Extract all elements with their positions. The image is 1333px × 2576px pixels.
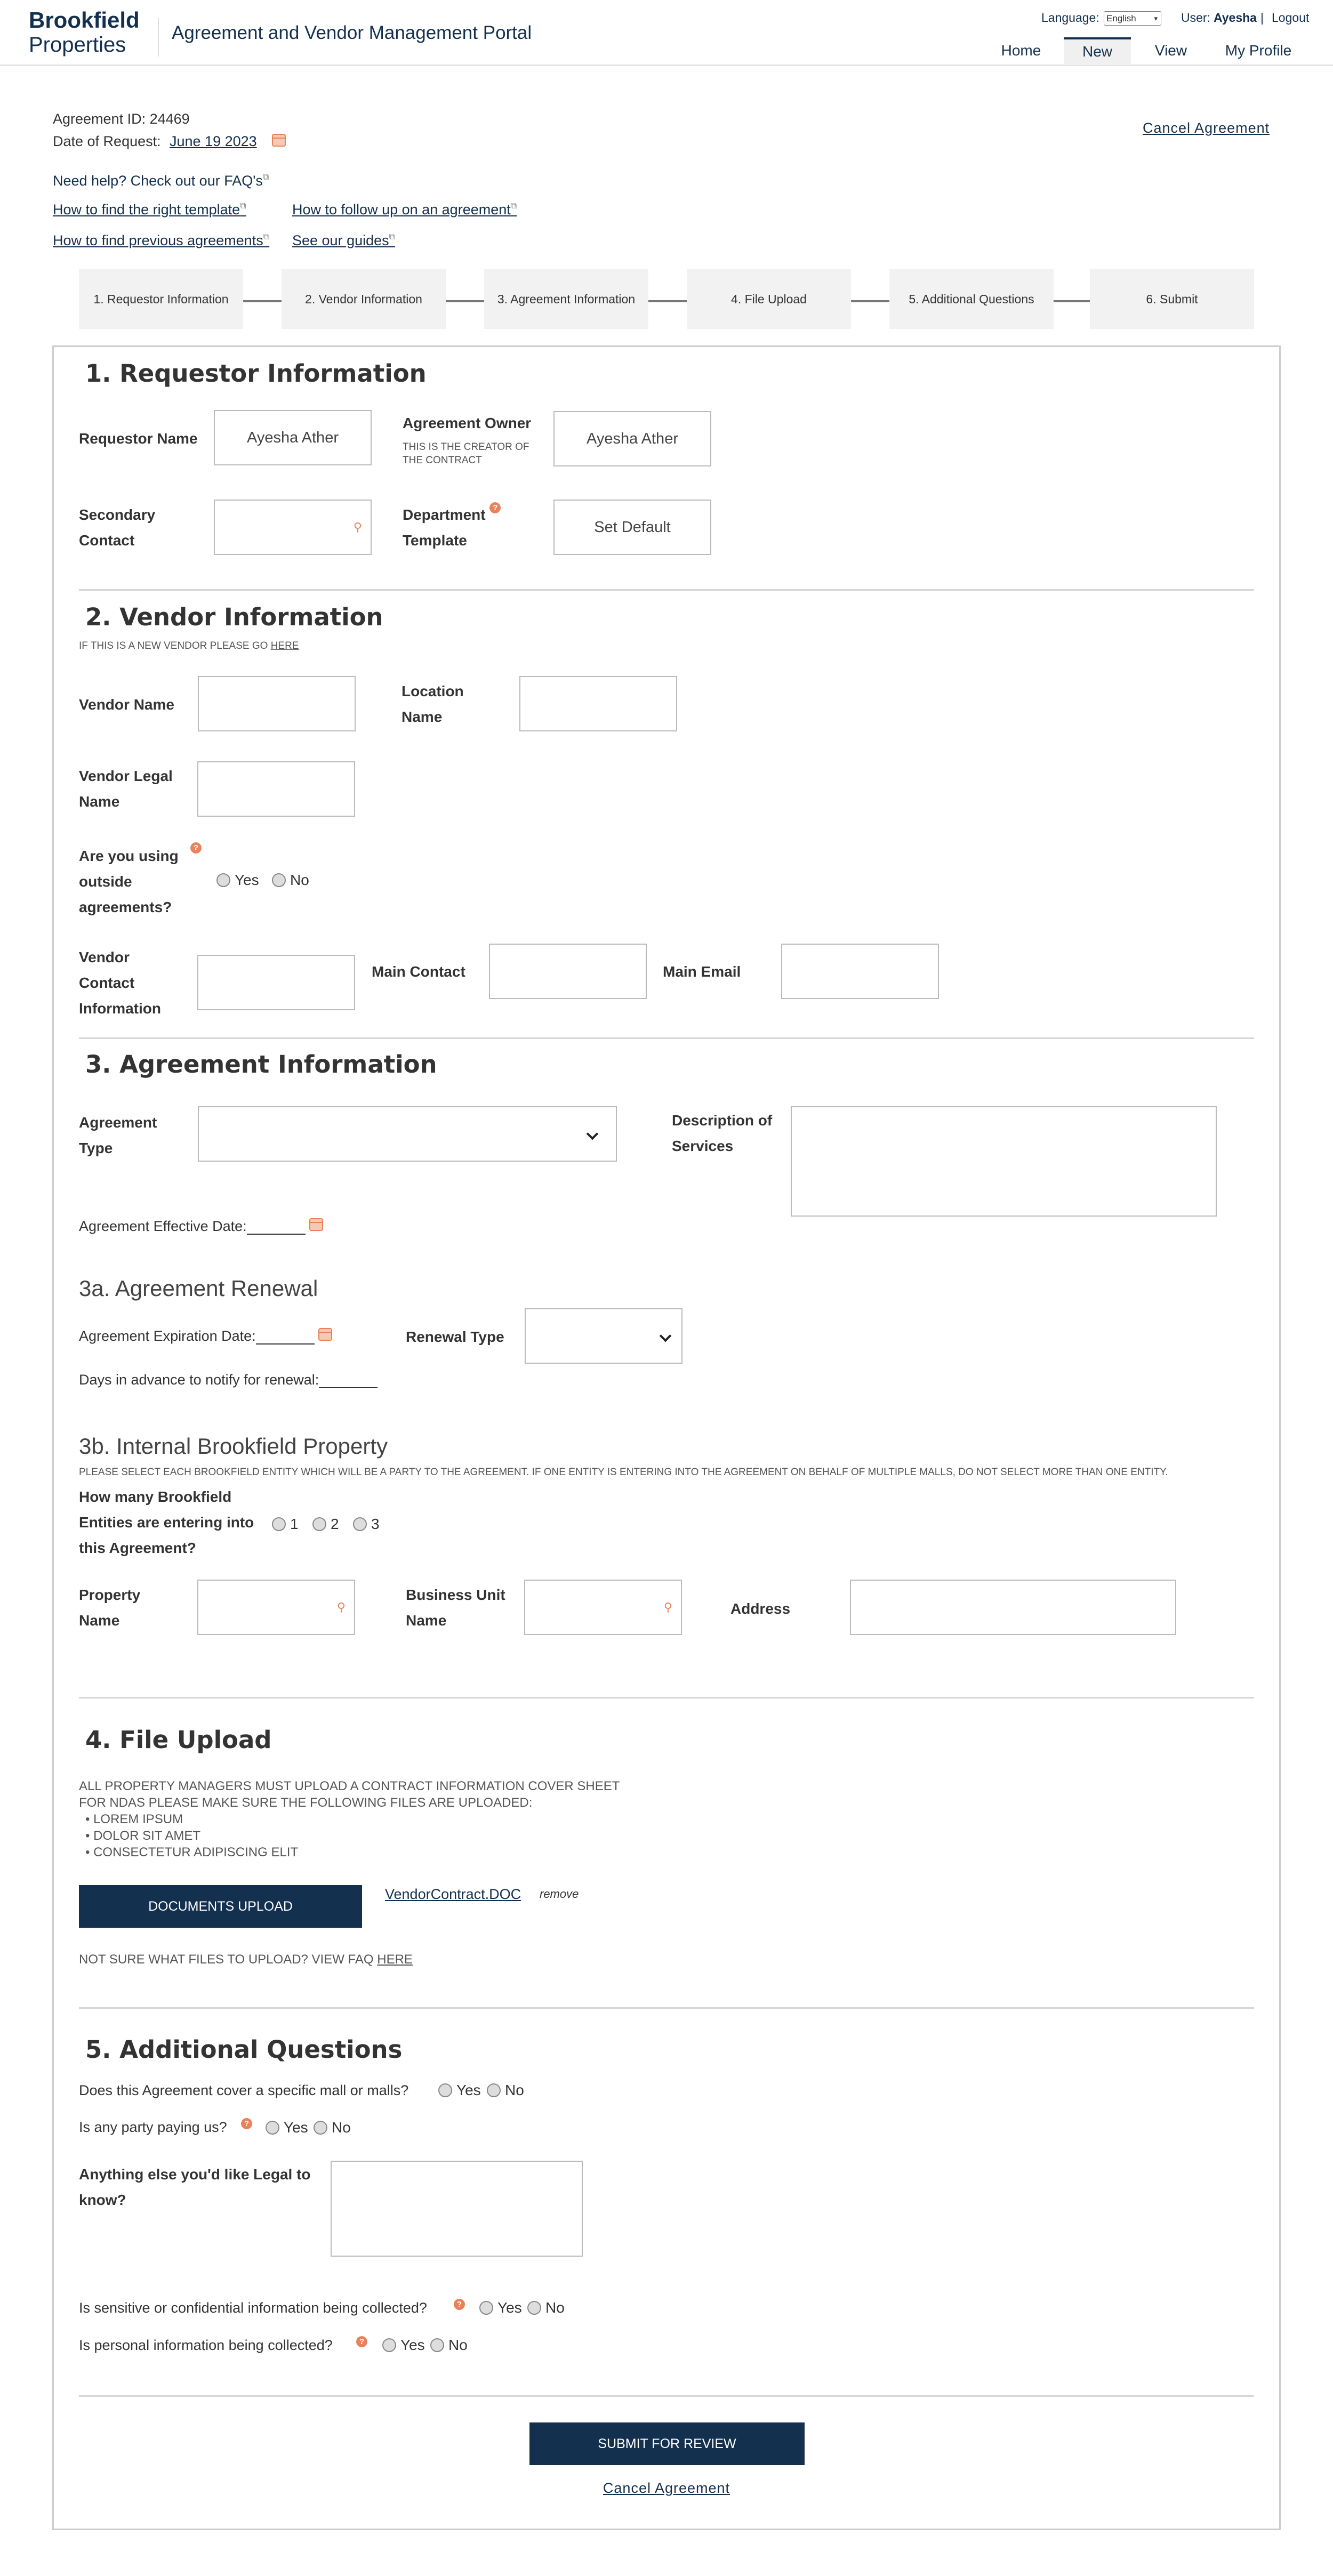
calendar-icon[interactable] bbox=[318, 1328, 332, 1341]
search-icon[interactable]: ⚲ bbox=[663, 1600, 672, 1614]
section-3-title: 3. Agreement Information bbox=[85, 1050, 437, 1078]
radio-label-no: No bbox=[332, 2119, 351, 2136]
language-label: Language: bbox=[1041, 11, 1099, 25]
radio-label-3: 3 bbox=[371, 1516, 380, 1532]
business-unit-label-1: Business Unit bbox=[406, 1587, 505, 1603]
search-icon[interactable]: ⚲ bbox=[336, 1600, 346, 1614]
external-link-icon: ⧉ bbox=[263, 232, 270, 241]
radio-label-1: 1 bbox=[290, 1516, 299, 1532]
radio-label-yes: Yes bbox=[284, 2119, 308, 2136]
expiration-date-label: Agreement Expiration Date: bbox=[79, 1328, 256, 1344]
days-advance-input[interactable] bbox=[319, 1373, 378, 1388]
search-icon[interactable]: ⚲ bbox=[353, 520, 362, 534]
department-label-1 bbox=[403, 502, 501, 528]
user-label: User: bbox=[1181, 11, 1210, 25]
address-input[interactable] bbox=[850, 1580, 1176, 1635]
upload-faq-text: NOT SURE WHAT FILES TO UPLOAD? VIEW FAQ bbox=[79, 1952, 374, 1967]
effective-date-input[interactable] bbox=[247, 1220, 306, 1235]
radio-yes[interactable] bbox=[438, 2083, 452, 2097]
radio-2[interactable] bbox=[312, 1517, 326, 1531]
logo-brookfield[interactable]: Brookfield bbox=[29, 7, 140, 33]
paying-no-option[interactable] bbox=[314, 2119, 351, 2136]
renewal-type-select[interactable] bbox=[525, 1308, 682, 1364]
cancel-agreement-bottom bbox=[0, 2480, 1333, 2497]
radio-label-no: No bbox=[545, 2299, 565, 2316]
template-help-text: How to find the right template bbox=[53, 202, 240, 218]
upload-faq-here-link[interactable]: HERE bbox=[377, 1952, 413, 1967]
description-label-2: Services bbox=[672, 1138, 734, 1154]
vendor-legal-name-input[interactable] bbox=[197, 761, 355, 817]
step-4[interactable]: 4. File Upload bbox=[687, 269, 851, 329]
outside-agreements-label-2: outside bbox=[79, 873, 132, 890]
radio-label-no: No bbox=[505, 2082, 524, 2098]
section-5-title: 5. Additional Questions bbox=[85, 2035, 403, 2064]
previous-help-link[interactable] bbox=[53, 232, 269, 249]
step-1[interactable]: 1. Requestor Information bbox=[79, 269, 243, 329]
legal-notes-label-1: Anything else you'd like Legal to bbox=[79, 2166, 311, 2183]
external-link-icon: ⧉ bbox=[240, 202, 246, 211]
previous-help-text: How to find previous agreements bbox=[53, 232, 263, 248]
help-icon[interactable]: ? bbox=[356, 2336, 367, 2347]
section-1-title: 1. Requestor Information bbox=[85, 359, 427, 388]
new-vendor-here-link[interactable]: HERE bbox=[270, 640, 299, 651]
vendor-contact-label-3: Information bbox=[79, 1000, 161, 1017]
documents-upload-button[interactable]: DOCUMENTS UPLOAD bbox=[79, 1885, 362, 1928]
help-icon[interactable]: ? bbox=[454, 2299, 465, 2310]
guides-help-link[interactable] bbox=[292, 232, 395, 249]
section-2-title: 2. Vendor Information bbox=[85, 603, 383, 631]
effective-date-field[interactable] bbox=[79, 1218, 323, 1235]
owner-note-line2: THE CONTRACT bbox=[403, 455, 482, 466]
vendor-legal-label-1: Vendor Legal bbox=[79, 768, 173, 784]
section-divider bbox=[79, 2007, 1254, 2009]
step-connector bbox=[446, 300, 484, 302]
radio-3[interactable] bbox=[353, 1517, 367, 1531]
upload-bullet-3: • CONSECTETUR ADIPISCING ELIT bbox=[85, 1845, 299, 1859]
remove-file-link[interactable]: remove bbox=[540, 1887, 579, 1901]
vendor-name-label: Vendor Name bbox=[79, 696, 174, 713]
follow-up-help-text: How to follow up on an agreement bbox=[292, 202, 511, 218]
mall-yes-option[interactable] bbox=[438, 2082, 481, 2099]
upload-bullet-1-text: LOREM IPSUM bbox=[93, 1812, 183, 1826]
sensitive-question: Is sensitive or confidential information being collected? bbox=[79, 2300, 427, 2316]
entities-option-2[interactable] bbox=[312, 1516, 339, 1533]
legal-notes-textarea[interactable] bbox=[331, 2161, 583, 2257]
entities-label-3: this Agreement? bbox=[79, 1540, 196, 1556]
date-of-request-value[interactable]: June 19 2023 bbox=[170, 133, 257, 149]
radio-label-no: No bbox=[448, 2337, 468, 2353]
business-unit-label-2: Name bbox=[406, 1612, 447, 1629]
radio-no[interactable] bbox=[314, 2121, 327, 2135]
upload-bullet-2: • DOLOR SIT AMET bbox=[85, 1829, 201, 1843]
agreement-type-select[interactable] bbox=[198, 1106, 617, 1162]
address-label: Address bbox=[730, 1600, 791, 1617]
faq-help-text: Need help? Check out our FAQ's bbox=[53, 173, 263, 189]
days-advance-field[interactable] bbox=[79, 1372, 378, 1388]
radio-label-yes: Yes bbox=[235, 872, 259, 888]
radio-label-yes: Yes bbox=[400, 2337, 425, 2353]
renewal-type-label: Renewal Type bbox=[406, 1329, 504, 1345]
step-6[interactable]: 6. Submit bbox=[1090, 269, 1254, 329]
requestor-name-field[interactable]: Ayesha Ather bbox=[214, 410, 372, 465]
description-of-services-textarea[interactable] bbox=[791, 1106, 1217, 1217]
vendor-contact-label-1: Vendor bbox=[79, 949, 130, 965]
paying-question: Is any party paying us? bbox=[79, 2119, 227, 2135]
days-advance-label: Days in advance to notify for renewal: bbox=[79, 1372, 319, 1388]
description-label-1: Description of bbox=[672, 1112, 773, 1129]
vendor-contact-label-2: Contact bbox=[79, 975, 135, 991]
faq-help-link[interactable] bbox=[53, 173, 269, 189]
personal-question: Is personal information being collected? bbox=[79, 2337, 333, 2353]
nav-my-profile[interactable]: My Profile bbox=[1225, 42, 1292, 59]
entities-option-3[interactable] bbox=[353, 1516, 380, 1533]
date-of-request-label: Date of Request: bbox=[53, 133, 161, 149]
help-icon[interactable]: ? bbox=[489, 502, 501, 513]
property-name-label-2: Name bbox=[79, 1612, 120, 1629]
agreement-owner-field[interactable]: Ayesha Ather bbox=[553, 411, 711, 466]
logout-link[interactable]: Logout bbox=[1272, 11, 1310, 25]
cancel-agreement-top-link[interactable]: Cancel Agreement bbox=[1143, 120, 1270, 136]
internal-property-note: PLEASE SELECT EACH BROOKFIELD ENTITY WHICH WILL BE A PARTY TO THE AGREEMENT. IF ONE ENTITY IS ENTERING INTO THE AGREEMENT ON BEHALF OF MULTIPLE MALLS, DO NOT SELECT MORE THAN ONE ENTITY. bbox=[79, 1467, 1168, 1478]
step-2[interactable]: 2. Vendor Information bbox=[282, 269, 446, 329]
nav-home[interactable]: Home bbox=[1001, 42, 1041, 59]
main-email-input[interactable] bbox=[781, 944, 939, 999]
follow-up-help-link[interactable] bbox=[292, 202, 517, 218]
step-connector bbox=[851, 300, 889, 302]
property-name-label-1: Property bbox=[79, 1587, 141, 1603]
section-divider bbox=[79, 589, 1254, 591]
section-divider bbox=[79, 2395, 1254, 2397]
internal-property-subtitle: 3b. Internal Brookfield Property bbox=[79, 1434, 388, 1459]
agreement-type-label-2: Type bbox=[79, 1140, 113, 1156]
cancel-agreement-bottom-link[interactable]: Cancel Agreement bbox=[603, 2480, 730, 2496]
location-name-input[interactable] bbox=[519, 676, 677, 731]
step-connector bbox=[648, 300, 687, 302]
effective-date-label: Agreement Effective Date: bbox=[79, 1218, 247, 1234]
external-link-icon: ⧉ bbox=[510, 202, 517, 211]
legal-notes-label-2: know? bbox=[79, 2192, 126, 2208]
new-vendor-note-text: IF THIS IS A NEW VENDOR PLEASE GO bbox=[79, 640, 268, 651]
agreement-type-label-1: Agreement bbox=[79, 1114, 157, 1131]
radio-no[interactable] bbox=[527, 2301, 541, 2315]
radio-yes[interactable] bbox=[266, 2121, 279, 2135]
paying-yes-option[interactable] bbox=[266, 2119, 308, 2136]
entities-label-2: Entities are entering into bbox=[79, 1514, 254, 1531]
radio-yes[interactable] bbox=[216, 873, 230, 887]
portal-title: Agreement and Vendor Management Portal bbox=[172, 22, 532, 43]
upload-bullet-2-text: DOLOR SIT AMET bbox=[93, 1829, 201, 1843]
radio-label-2: 2 bbox=[331, 1516, 339, 1532]
header-divider bbox=[158, 18, 159, 57]
uploaded-file-link[interactable]: VendorContract.DOC bbox=[385, 1886, 521, 1902]
radio-yes[interactable] bbox=[479, 2301, 493, 2315]
location-name-label-1: Location bbox=[401, 683, 464, 699]
submit-for-review-button[interactable]: SUBMIT FOR REVIEW bbox=[529, 2422, 805, 2465]
mall-question: Does this Agreement cover a specific mall or malls? bbox=[79, 2082, 409, 2098]
external-link-icon: ⧉ bbox=[389, 232, 396, 241]
upload-bullet-1: • LOREM IPSUM bbox=[85, 1812, 183, 1826]
renewal-subtitle: 3a. Agreement Renewal bbox=[79, 1276, 318, 1301]
section-4-title: 4. File Upload bbox=[85, 1726, 272, 1754]
logo-properties[interactable]: Properties bbox=[29, 33, 126, 57]
external-link-icon: ⧉ bbox=[262, 173, 269, 182]
nav-view[interactable]: View bbox=[1154, 42, 1187, 59]
property-name-input[interactable] bbox=[197, 1580, 355, 1635]
department-label-2: Template bbox=[403, 532, 467, 549]
secondary-contact-label-2: Contact bbox=[79, 532, 135, 549]
upload-bullet-3-text: CONSECTETUR ADIPISCING ELIT bbox=[93, 1845, 299, 1859]
entities-label-1: How many Brookfield bbox=[79, 1488, 232, 1505]
radio-label-yes: Yes bbox=[456, 2082, 481, 2098]
entities-option-1[interactable] bbox=[272, 1516, 299, 1533]
language-select[interactable] bbox=[1104, 11, 1161, 26]
sensitive-yes-option[interactable] bbox=[479, 2299, 522, 2316]
expiration-date-field[interactable] bbox=[79, 1328, 332, 1345]
template-help-link[interactable] bbox=[53, 202, 246, 218]
step-connector bbox=[1054, 300, 1090, 302]
guides-help-text: See our guides bbox=[292, 232, 389, 248]
help-icon[interactable]: ? bbox=[190, 842, 202, 854]
header-separator: | bbox=[1260, 11, 1264, 25]
main-contact-label: Main Contact bbox=[372, 963, 465, 980]
upload-note-line1: ALL PROPERTY MANAGERS MUST UPLOAD A CONTRACT INFORMATION COVER SHEET bbox=[79, 1779, 620, 1793]
radio-no[interactable] bbox=[272, 873, 286, 887]
upload-faq-note bbox=[79, 1951, 413, 1968]
agreement-owner-label: Agreement Owner bbox=[403, 415, 532, 431]
outside-agreements-label-1: Are you using bbox=[79, 848, 179, 864]
user-name: Ayesha bbox=[1214, 11, 1257, 25]
radio-yes[interactable] bbox=[382, 2338, 396, 2352]
agreement-id: Agreement ID: 24469 bbox=[53, 111, 190, 127]
vendor-legal-label-2: Name bbox=[79, 793, 120, 810]
secondary-contact-label-1: Secondary bbox=[79, 506, 156, 523]
requestor-name-label: Requestor Name bbox=[79, 430, 198, 447]
department-template-field[interactable]: Set Default bbox=[553, 500, 711, 555]
personal-yes-option[interactable] bbox=[382, 2337, 425, 2354]
vendor-name-input[interactable] bbox=[198, 676, 356, 731]
nav-new[interactable]: New bbox=[1064, 37, 1131, 64]
chevron-down-icon: ▾ bbox=[1154, 14, 1158, 22]
sensitive-no-option[interactable] bbox=[527, 2299, 565, 2316]
business-unit-input[interactable] bbox=[524, 1580, 682, 1635]
radio-1[interactable] bbox=[272, 1517, 286, 1531]
expiration-date-input[interactable] bbox=[256, 1330, 315, 1345]
new-vendor-note bbox=[79, 640, 299, 652]
upload-note-line2: FOR NDAS PLEASE MAKE SURE THE FOLLOWING FILES ARE UPLOADED: bbox=[79, 1796, 533, 1810]
step-connector bbox=[243, 300, 282, 302]
chevron-down-icon bbox=[587, 1128, 599, 1140]
language-value: English bbox=[1106, 13, 1136, 23]
help-icon[interactable]: ? bbox=[241, 2118, 252, 2129]
location-name-label-2: Name bbox=[401, 709, 443, 725]
personal-no-option[interactable] bbox=[430, 2337, 468, 2354]
calendar-icon[interactable] bbox=[272, 134, 286, 149]
section-divider bbox=[79, 1037, 1254, 1039]
radio-label-yes: Yes bbox=[497, 2299, 522, 2316]
department-text: Department bbox=[403, 506, 486, 523]
step-3[interactable]: 3. Agreement Information bbox=[484, 269, 648, 329]
vendor-contact-input[interactable] bbox=[197, 955, 355, 1010]
owner-note-line1: THIS IS THE CREATOR OF bbox=[403, 441, 529, 453]
main-email-label: Main Email bbox=[663, 963, 741, 980]
section-divider bbox=[79, 1697, 1254, 1698]
secondary-contact-input[interactable] bbox=[214, 500, 372, 555]
step-5[interactable]: 5. Additional Questions bbox=[889, 269, 1054, 329]
radio-label-no: No bbox=[290, 872, 309, 888]
mall-no-option[interactable] bbox=[487, 2082, 524, 2099]
radio-no[interactable] bbox=[430, 2338, 444, 2352]
radio-no[interactable] bbox=[487, 2083, 501, 2097]
main-contact-input[interactable] bbox=[489, 944, 647, 999]
outside-yes-option[interactable] bbox=[216, 872, 259, 889]
outside-agreements-label-3: agreements? bbox=[79, 899, 172, 915]
outside-no-option[interactable] bbox=[272, 872, 309, 889]
calendar-icon[interactable] bbox=[309, 1218, 323, 1231]
chevron-down-icon bbox=[660, 1330, 672, 1342]
